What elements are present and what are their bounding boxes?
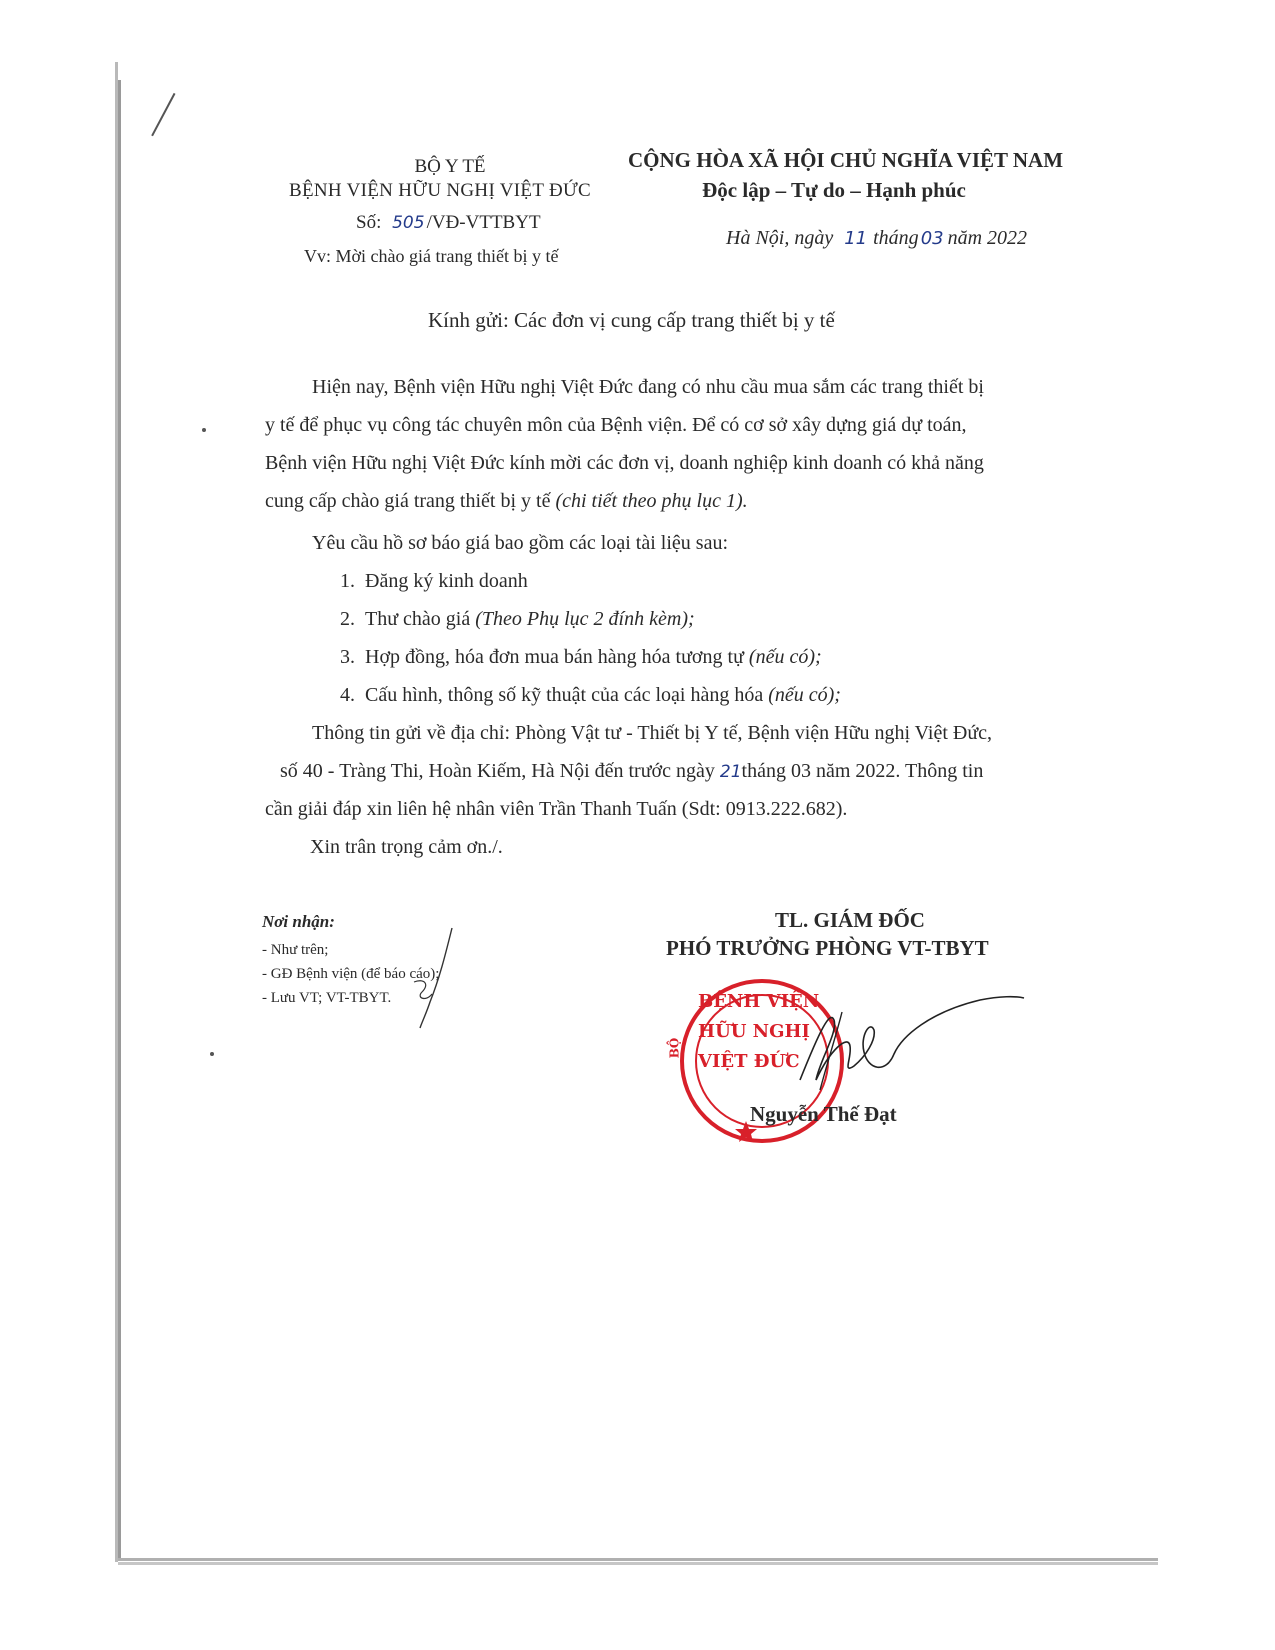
recipient-line: - GĐ Bệnh viện (để báo cáo); [262,966,440,982]
para1-line4 [265,482,748,520]
speck [202,428,206,432]
recipients-title: Nơi nhận: [262,912,335,931]
list-item-text: Thư chào giá [365,608,471,630]
info-prefix: số 40 - Tràng Thi, Hoàn Kiếm, Hà Nội đến trước ngày [280,760,715,782]
list-item-number: 1. [340,570,355,592]
number-suffix: /VĐ-VTTBYT [426,212,541,233]
country-name: CỘNG HÒA XÃ HỘI CHỦ NGHĨA VIỆT NAM [628,148,1064,172]
para1-line1: Hiện nay, Bệnh viện Hữu nghị Việt Đức đang có nhu cầu mua sắm các trang thiết bị [312,376,984,398]
para1-line3: Bệnh viện Hữu nghị Việt Đức kính mời các đơn vị, doanh nghiệp kinh doanh có khả năng [265,452,984,474]
stamp-line1: BỆNH VIỆN [698,991,820,1012]
subject-line: Vv: Mời chào giá trang thiết bị y tế [304,246,559,266]
initial-signature [400,922,470,1032]
stamp-side-text: BỘ [667,1037,682,1059]
addressee: Kính gửi: Các đơn vị cung cấp trang thiết bị y tế [428,308,835,332]
handwritten-signature [790,990,1030,1100]
date-month: 03 [920,228,944,249]
recipient-line: - Lưu VT; VT-TBYT. [262,990,392,1006]
list-item [340,684,841,707]
list-item [340,570,528,593]
list-item-note: (Theo Phụ lục 2 đính kèm); [475,608,695,630]
list-item-note: (nếu có); [748,646,822,668]
requirements-intro: Yêu cầu hồ sơ báo giá bao gồm các loại tài liệu sau: [312,532,728,554]
signature-title-line2: PHÓ TRƯỞNG PHÒNG VT-TBYT [666,936,989,960]
date-prefix: Hà Nội, ngày [726,227,834,249]
info-line1: Thông tin gửi về địa chỉ: Phòng Vật tư - Thiết bị Y tế, Bệnh viện Hữu nghị Việt Đức, [312,722,993,744]
ministry-name: BỘ Y TẾ [414,156,486,177]
para1-last-text: cung cấp chào giá trang thiết bị y tế [265,490,551,512]
number-handwritten: 505 [392,213,425,233]
list-item-note: (nếu có); [768,684,841,706]
number-label: Số: [356,212,382,233]
info-suffix: tháng 03 năm 2022. Thông tin [741,760,984,782]
speck [210,1052,214,1056]
list-item-number: 3. [340,646,355,668]
list-item-text: Cấu hình, thông số kỹ thuật của các loại hàng hóa [365,684,764,706]
national-motto: Độc lập – Tự do – Hạnh phúc [702,178,966,202]
stamp-line2: HỮU NGHỊ [698,1021,810,1042]
signer-name: Nguyễn Thế Đạt [750,1102,897,1126]
recipient-line: - Như trên; [262,942,329,958]
list-item-text: Hợp đồng, hóa đơn mua bán hàng hóa tương tự [365,646,744,668]
list-item [340,608,695,631]
list-item-number: 2. [340,608,355,630]
date-line [726,227,1027,250]
info-line3: cần giải đáp xin liên hệ nhân viên Trần Thanh Tuấn (Sdt: 0913.222.682). [265,798,848,820]
para1-line2: y tế để phục vụ công tác chuyên môn của Bệnh viện. Để có cơ sở xây dựng giá dự toán, [265,414,967,436]
deadline-day: 21 [719,762,742,782]
info-line2 [280,752,983,791]
list-item [340,646,822,669]
list-item-number: 4. [340,684,355,706]
signature-title-line1: TL. GIÁM ĐỐC [775,908,925,932]
date-month-label: tháng [873,227,919,249]
scan-edge-left [118,80,121,1560]
hospital-name: BỆNH VIỆN HỮU NGHỊ VIỆT ĐỨC [289,180,591,201]
list-item-text: Đăng ký kinh doanh [365,570,528,592]
stamp-line3: VIỆT ĐỨC [698,1051,800,1072]
scan-edge-bottom [118,1558,1158,1561]
date-year: năm 2022 [947,227,1028,249]
document-number [356,212,541,234]
para1-last-note: (chi tiết theo phụ lục 1). [555,490,748,512]
date-day: 11 [844,228,868,249]
closing: Xin trân trọng cảm ơn./. [310,836,503,858]
